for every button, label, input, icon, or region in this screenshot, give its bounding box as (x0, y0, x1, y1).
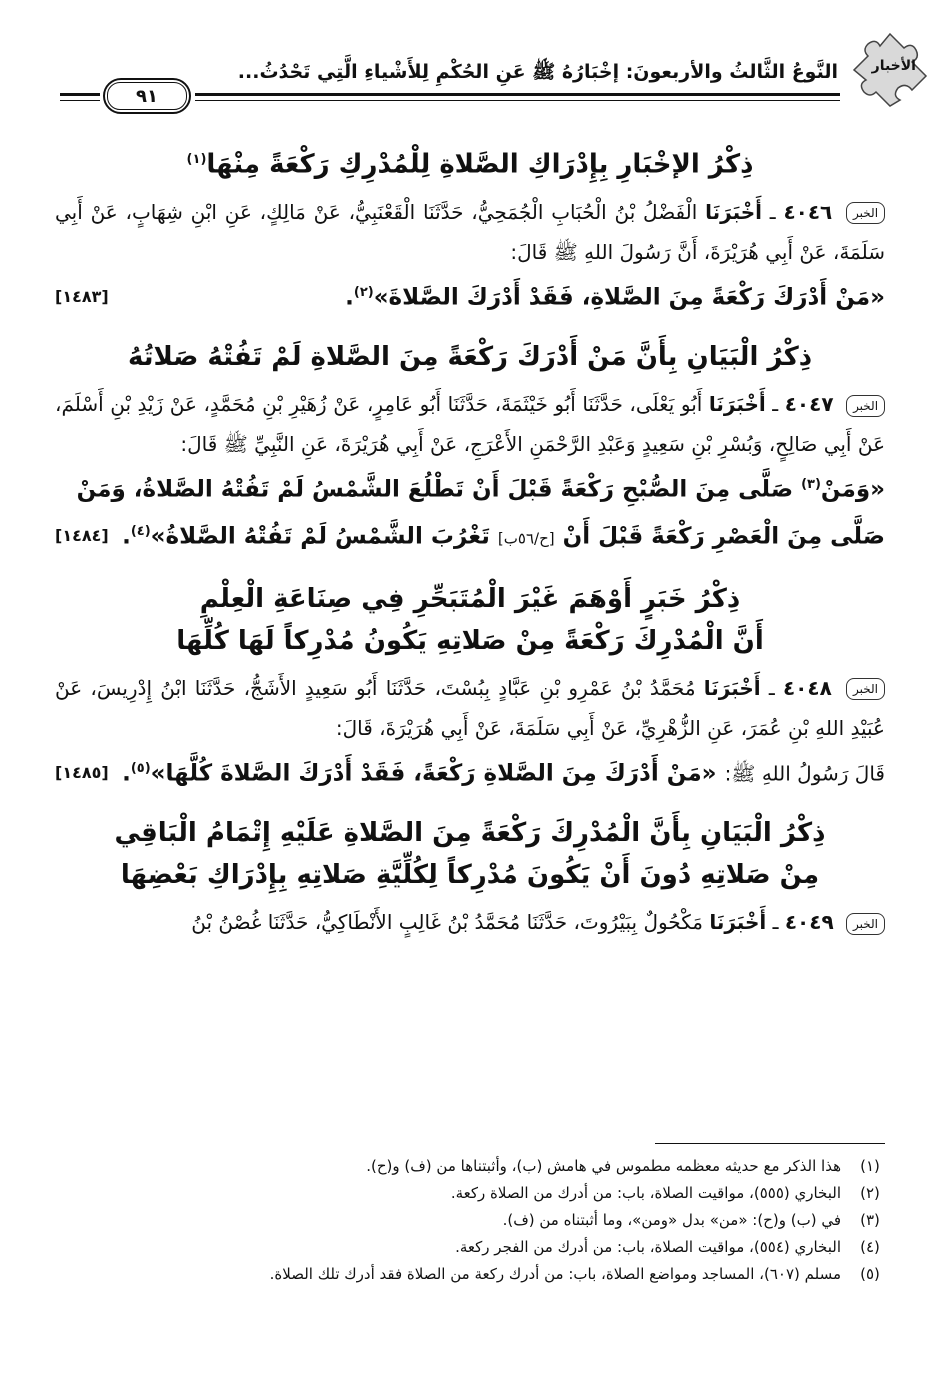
isnad-text: مُحَمَّدُ بْنُ عَمْرِو بْنِ عَبَّادٍ بِبُسْتَ، حَدَّثَنَا أَبُو سَعِيدٍ الأَشَجُّ، حَدَّثَنَا ابْنُ إِدْرِيسَ، عَنْ عُبَيْدِ اللهِ بْنِ عُمَرَ، عَنِ الزُّهْرِيِّ، عَنْ أَبِي سَلَمَةَ، عَنْ أَبِي هُرَيْرَةَ، قَالَ: (55, 675, 885, 740)
akhbarana-label: أَخْبَرَنَا (708, 392, 766, 417)
footnote-marker: (٥) (130, 760, 151, 776)
footnote-marker: (٢) (353, 284, 374, 300)
section-heading: ذِكْرُ خَبَرٍ أَوْهَمَ غَيْرَ الْمُتَبَحِّرِ فِي صِنَاعَةِ الْعِلْمِ أَنَّ الْمُدْرِكَ رَكْعَةً مِنْ صَلاتِهِ يَكُونُ مُدْرِكاً لَهَا كُلِّهَا (176, 583, 764, 656)
matn-text: صَلَّى مِنَ الصُّبْحِ رَكْعَةً قَبْلَ أَنْ تَطْلُعَ الشَّمْسُ لَمْ تَفُتْهُ الصَّلاةُ، وَمَنْ صَلَّى مِنَ الْعَصْرِ رَكْعَةً قَبْلَ أَنْ (76, 476, 885, 550)
khabar-badge-icon: الخبر (846, 395, 885, 417)
section-heading: ذِكْرُ الْبَيَانِ بِأَنَّ الْمُدْرِكَ رَكْعَةً مِنَ الصَّلاةِ عَلَيْهِ إِتْمَامُ الْبَاقِي مِنْ صَلاتِهِ دُونَ أَنْ يَكُونَ مُدْرِكاً لِكُلِّيَّةِ صَلاتِهِ بِإِدْرَاكِ بَعْضِهَا (114, 818, 826, 891)
matn-intro: قَالَ رَسُولُ اللهِ ﷺ: (724, 761, 885, 786)
matn-line: [١٤٨٣] «مَنْ أَدْرَكَ رَكْعَةً مِنَ الصَّلاةِ، فَقَدْ أَدْرَكَ الصَّلاةَ»$^{(٢)}$. (55, 272, 885, 319)
hadith-number: ٤٠٤٧ (784, 392, 834, 417)
footnote-marker: (١) (186, 152, 207, 167)
section-heading: ذِكْرُ الْبَيَانِ بِأَنَّ مَنْ أَدْرَكَ رَكْعَةً مِنَ الصَّلاةِ لَمْ تَفُتْهُ صَلاتُهُ (127, 342, 813, 373)
khabar-badge-icon: الخبر (846, 678, 885, 700)
isnad-text: مَكْحُولٌ بِبَيْرُوتَ، حَدَّثَنَا مُحَمَّدُ بْنُ غَالِبٍ الأَنْطَاكِيُّ، حَدَّثَنَا غُصْنُ بْنُ (191, 910, 703, 935)
matn-text: تَغْرُبَ الشَّمْسُ لَمْ تَفُتْهُ الصَّلاةُ» (150, 523, 490, 550)
header-rule (195, 93, 840, 96)
matn-line: «وَمَنْ$^{(٣)}$ صَلَّى مِنَ الصُّبْحِ رَكْعَةً قَبْلَ أَنْ تَطْلُعَ الشَّمْسُ لَمْ تَفُتْهُ الصَّلاةُ، وَمَنْ صَلَّى مِنَ الْعَصْرِ رَكْعَةً قَبْلَ أَنْ [ح/٥٦ب] تَغْرُبَ الشَّمْسُ لَمْ تَفُتْهُ الصَّلاةُ»$^{(٤)}$. [١٤٨٤] (55, 464, 885, 559)
footnote: (١) هذا الذكر مع حديثه معظمه مطموس في هامش (ب)، وأثبتناها من (ف) و(ح). (366, 1157, 880, 1175)
footnote: (٢) البخاري (٥٥٥)، مواقيت الصلاة، باب: من أدرك من الصلاة ركعة. (450, 1184, 880, 1202)
footnote: (٤) البخاري (٥٥٤)، مواقيت الصلاة، باب: من أدرك من الفجر ركعة. (455, 1238, 880, 1256)
hadith-4049: الخبر ٤٠٤٩ ـ أَخْبَرَنَا مَكْحُولٌ بِبَيْرُوتَ، حَدَّثَنَا مُحَمَّدُ بْنُ غَالِبٍ الأَنْطَاكِيُّ، حَدَّثَنَا غُصْنُ بْنُ (55, 902, 885, 942)
reference-number: [١٤٨٤] (55, 525, 109, 545)
khabar-badge-icon: الخبر (846, 202, 885, 224)
footnotes (55, 1153, 885, 1288)
akhbarana-label: أَخْبَرَنَا (709, 910, 767, 935)
page-number: ٩١ (107, 82, 187, 110)
footnote-marker: (٤) (130, 523, 151, 539)
akhbarana-label: أَخْبَرَنَا (705, 199, 763, 224)
header-title: النَّوعُ الثَّالثُ والأربعونَ: إخْبَارُهُ ﷺ عَنِ الحُكْمِ لِلأَشْياءِ الَّتِي تَحْدُثُ... (237, 61, 838, 83)
khabar-badge-icon: الخبر (846, 913, 885, 935)
matn-line: قَالَ رَسُولُ اللهِ ﷺ: «مَنْ أَدْرَكَ مِنَ الصَّلاةِ رَكْعَةً، فَقَدْ أَدْرَكَ الصَّلاةَ كُلَّهَا»$^{(٥)}$. [١٤٨٥] (55, 748, 885, 795)
isnad-text: أَبُو يَعْلَى، حَدَّثَنَا أَبُو خَيْثَمَةَ، حَدَّثَنَا أَبُو عَامِرٍ، عَنْ زُهَيْرِ بْنِ مُحَمَّدٍ، عَنْ زَيْدِ بْنِ أَسْلَمَ، عَنْ أَبِي صَالِحٍ، وَبُسْرِ بْنِ سَعِيدٍ وَعَبْدِ الرَّحْمَنِ الأَعْرَجِ، عَنْ أَبِي هُرَيْرَةَ، عَنِ النَّبِيِّ ﷺ قَالَ: (55, 392, 885, 457)
reference-number: [١٤٨٣] (55, 286, 109, 306)
header-rule-left (60, 93, 100, 96)
footnote: (٣) في (ب) و(ح): «من» بدل «ومن»، وما أثبتناه من (ف). (502, 1211, 880, 1229)
section-label: الأخبار (871, 58, 916, 74)
section-heading: ذِكْرُ الإخْبَارِ بِإِدْرَاكِ الصَّلاةِ لِلْمُدْرِكِ رَكْعَةً مِنْهَا$^{(١)}$ (186, 149, 754, 180)
isnad-text: الْفَضْلُ بْنُ الْحُبَابِ الْجُمَحِيُّ، حَدَّثَنَا الْقَعْنَبِيُّ، عَنْ مَالِكٍ، عَنِ ابْنِ شِهَابٍ، عَنْ أَبِي سَلَمَةَ، عَنْ أَبِي هُرَيْرَةَ، أَنَّ رَسُولَ اللهِ ﷺ قَالَ: (55, 199, 885, 264)
hadith-4047: الخبر ٤٠٤٧ ـ أَخْبَرَنَا أَبُو يَعْلَى، حَدَّثَنَا أَبُو خَيْثَمَةَ، حَدَّثَنَا أَبُو عَامِرٍ، عَنْ زُهَيْرِ بْنِ مُحَمَّدٍ، عَنْ زَيْدِ بْنِ أَسْلَمَ، عَنْ أَبِي صَالِحٍ، وَبُسْرِ بْنِ سَعِيدٍ وَعَبْدِ الرَّحْمَنِ الأَعْرَجِ، عَنْ أَبِي هُرَيْرَةَ، عَنِ النَّبِيِّ ﷺ قَالَ: (55, 392, 885, 457)
header-rule-left-thin (60, 100, 100, 101)
footnote-divider (655, 1143, 885, 1144)
page-number-frame (103, 78, 191, 114)
main-content (55, 125, 885, 942)
footnote-marker: (٣) (801, 477, 821, 493)
hadith-number: ٤٠٤٨ (782, 675, 832, 700)
hadith-4046: الخبر ٤٠٤٦ ـ أَخْبَرَنَا الْفَضْلُ بْنُ الْحُبَابِ الْجُمَحِيُّ، حَدَّثَنَا الْقَعْنَبِيُّ، عَنْ مَالِكٍ، عَنِ ابْنِ شِهَابٍ، عَنْ أَبِي سَلَمَةَ، عَنْ أَبِي هُرَيْرَةَ، أَنَّ رَسُولَ اللهِ ﷺ قَالَ: (55, 199, 885, 264)
header-rule-thin (195, 100, 840, 101)
matn-text: «مَنْ أَدْرَكَ مِنَ الصَّلاةِ رَكْعَةً، فَقَدْ أَدْرَكَ الصَّلاةَ كُلَّهَا» (150, 760, 717, 787)
hadith-number: ٤٠٤٩ (784, 910, 834, 935)
matn-text: «وَمَنْ (820, 476, 885, 503)
manuscript-mark: [ح/٥٦ب] (497, 529, 555, 548)
hadith-number: ٤٠٤٦ (783, 199, 833, 224)
footnote: (٥) مسلم (٦٠٧)، المساجد ومواضع الصلاة، باب: من أدرك ركعة من الصلاة فقد أدرك تلك الصلاة. (269, 1265, 880, 1283)
reference-number: [١٤٨٥] (55, 762, 109, 782)
running-header (55, 30, 930, 120)
matn-text: «مَنْ أَدْرَكَ رَكْعَةً مِنَ الصَّلاةِ، فَقَدْ أَدْرَكَ الصَّلاةَ» (373, 284, 885, 311)
akhbarana-label: أَخْبَرَنَا (703, 675, 761, 700)
hadith-4048: الخبر ٤٠٤٨ ـ أَخْبَرَنَا مُحَمَّدُ بْنُ عَمْرِو بْنِ عَبَّادٍ بِبُسْتَ، حَدَّثَنَا أَبُو سَعِيدٍ الأَشَجُّ، حَدَّثَنَا ابْنُ إِدْرِيسَ، عَنْ عُبَيْدِ اللهِ بْنِ عُمَرَ، عَنِ الزُّهْرِيِّ، عَنْ أَبِي سَلَمَةَ، عَنْ أَبِي هُرَيْرَةَ، قَالَ: (55, 675, 885, 740)
